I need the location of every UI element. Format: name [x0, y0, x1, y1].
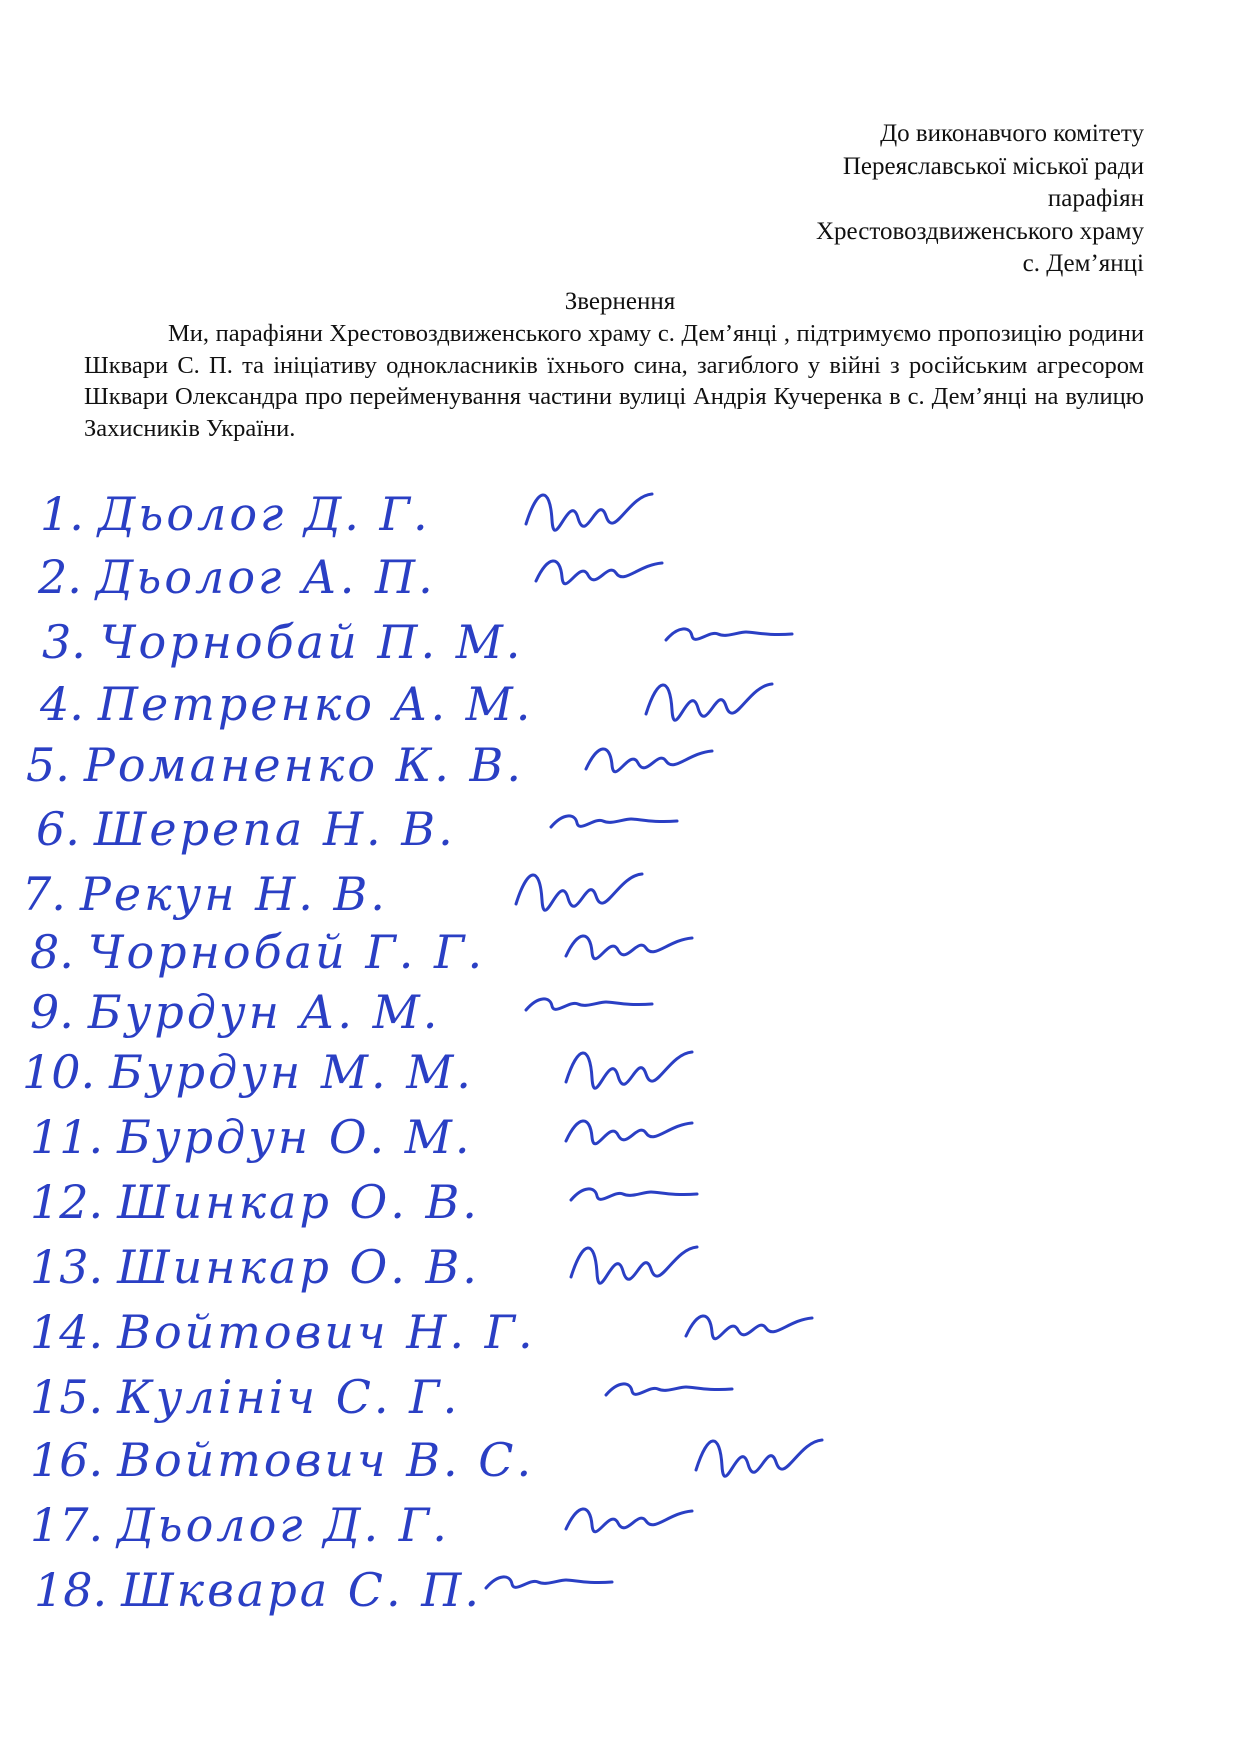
signature-name: Войтович В. С.: [117, 1433, 535, 1487]
signature-name: Шквара С. П.: [121, 1563, 482, 1617]
signature-scribble-icon: [560, 1099, 700, 1169]
signature-number: 15.: [30, 1370, 104, 1424]
signature-name: Петренко А. М.: [97, 677, 534, 731]
signature-number: 17.: [30, 1498, 104, 1552]
signature-number: 4.: [40, 677, 84, 731]
signature-row: [42, 610, 1192, 674]
signature-name: Бурдун О. М.: [117, 1110, 473, 1164]
signature-number: 1.: [40, 487, 84, 541]
signature-row: [30, 1428, 1180, 1492]
signature-number: 8.: [30, 925, 74, 979]
addressee-line-1: До виконавчого комітету: [880, 120, 1144, 147]
signature-number: 7.: [22, 867, 66, 921]
document-title: Звернення: [564, 288, 676, 315]
signature-name: Дьолог Д. Г.: [97, 487, 431, 541]
signature-scribble-icon: [600, 1359, 740, 1429]
signature-scribble-icon: [640, 666, 780, 736]
signature-name: Чорнобай П. М.: [99, 615, 524, 669]
addressee-line-2: Переяславської міської ради: [842, 152, 1144, 180]
signature-scribble-icon: [480, 1552, 620, 1622]
signature-name: Шинкар О. В.: [117, 1240, 480, 1294]
signature-number: 18.: [34, 1563, 108, 1617]
signature-row: [30, 1300, 1180, 1364]
signature-scribble-icon: [560, 1487, 700, 1557]
signature-name: Дьолог Д. Г.: [117, 1498, 450, 1552]
signature-name: Шинкар О. В.: [117, 1175, 480, 1229]
signature-name: Чорнобай Г. Г.: [87, 925, 486, 979]
signature-scribble-icon: [580, 727, 720, 797]
signature-name: Рекун Н. В.: [79, 867, 388, 921]
signature-scribble-icon: [560, 1034, 700, 1104]
signature-scribble-icon: [660, 604, 800, 674]
signature-scribble-icon: [520, 476, 660, 546]
signature-number: 16.: [30, 1433, 104, 1487]
signature-number: 10.: [22, 1045, 96, 1099]
addressee-line-5: с. Дем’янці: [1022, 250, 1144, 277]
signature-name: Бурдун М. М.: [109, 1045, 474, 1099]
signature-scribble-icon: [545, 791, 685, 861]
signature-number: 11.: [30, 1110, 104, 1164]
addressee-line-3: парафіян: [1047, 185, 1144, 212]
signature-scribble-icon: [680, 1294, 820, 1364]
signature-name: Романенко К. В.: [83, 738, 524, 792]
signature-name: Бурдун А. М.: [87, 985, 441, 1039]
signature-scribble-icon: [530, 539, 670, 609]
signature-name: Шерепа Н. В.: [93, 802, 456, 856]
signature-name: Войтович Н. Г.: [117, 1305, 536, 1359]
signature-number: 9.: [30, 985, 74, 1039]
signature-number: 2.: [38, 550, 82, 604]
signature-number: 5.: [26, 738, 70, 792]
signature-number: 14.: [30, 1305, 104, 1359]
signature-number: 13.: [30, 1240, 104, 1294]
signature-scribble-icon: [565, 1229, 705, 1299]
signature-name: Кулініч С. Г.: [117, 1370, 461, 1424]
signature-scribble-icon: [565, 1164, 705, 1234]
appeal-body-text: Ми, парафіяни Хрестовоздвиженського храму с. Дем’янці , підтримуємо пропозицію родини Шквари С. П. та ініціативу однокласників їхнього сина, загиблого у війні з російським агресором Шквари Олександра про перейменування частини вулиці Андрія Кучеренка в с. Дем’янці на вулицю Захисників України.: [84, 320, 1144, 442]
signature-number: 6.: [36, 802, 80, 856]
signature-name: Дьолог А. П.: [95, 550, 436, 604]
signature-scribble-icon: [690, 1422, 830, 1492]
signature-number: 3.: [42, 615, 86, 669]
addressee-line-4: Хрестовоздвиженського храму: [815, 217, 1144, 245]
signature-number: 12.: [30, 1175, 104, 1229]
